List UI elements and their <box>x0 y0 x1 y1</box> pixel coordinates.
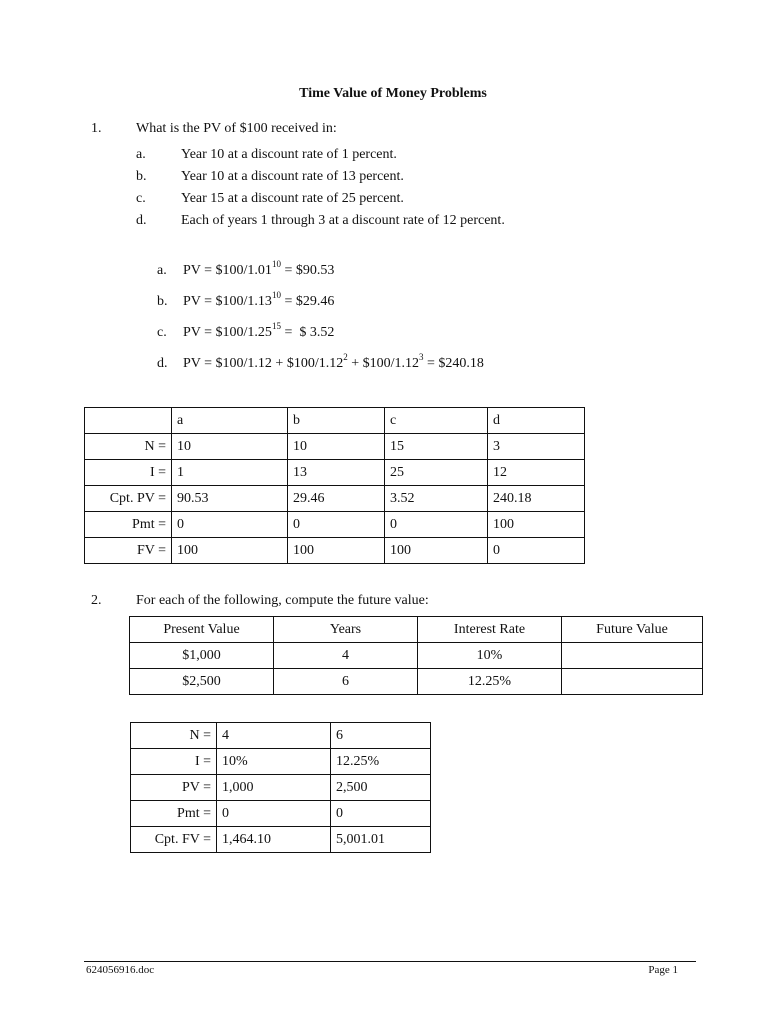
table-cell: 29.46 <box>288 486 385 512</box>
table-cell: 0 <box>385 512 488 538</box>
q1-item-c-text: Year 15 at a discount rate of 25 percent. <box>181 191 404 206</box>
table-row <box>131 801 431 827</box>
row-label: N = <box>131 723 217 749</box>
column-header: Interest Rate <box>418 617 562 643</box>
solution-c-formula: PV = $\$100/1.25^{15}$ = $ 3.52 <box>183 321 335 340</box>
table-cell: 12.25% <box>418 669 562 695</box>
column-header: Years <box>274 617 418 643</box>
question-1-number: 1. <box>91 121 102 136</box>
solution-b-formula: PV = $\$100/1.13^{10}$ = $29.46 <box>183 290 335 309</box>
table-cell: 10% <box>418 643 562 669</box>
q1-item-b-letter: b. <box>136 169 147 184</box>
table-cell: 25 <box>385 460 488 486</box>
row-label: N = <box>85 434 172 460</box>
solution-d-letter: d. <box>157 356 168 371</box>
table-cell: $1,000 <box>130 643 274 669</box>
table-row <box>131 827 431 853</box>
column-header: Present Value <box>130 617 274 643</box>
column-header: Future Value <box>562 617 703 643</box>
row-label: Pmt = <box>131 801 217 827</box>
table-row <box>85 486 585 512</box>
table-cell: 1,464.10 <box>217 827 331 853</box>
row-label: I = <box>131 749 217 775</box>
table-cell: 240.18 <box>488 486 585 512</box>
solution-b-letter: b. <box>157 294 168 309</box>
table-cell: 0 <box>488 538 585 564</box>
q1-item-a-letter: a. <box>136 147 146 162</box>
table-row <box>85 512 585 538</box>
table-cell: 13 <box>288 460 385 486</box>
footer-divider <box>84 961 696 962</box>
footer-page-number: Page 1 <box>648 964 678 976</box>
table-cell: 12.25% <box>331 749 431 775</box>
table-header-row <box>85 408 585 434</box>
table-cell: 100 <box>288 538 385 564</box>
table-cell: 3 <box>488 434 585 460</box>
row-label: I = <box>85 460 172 486</box>
footer-filename: 624056916.doc <box>86 964 155 976</box>
table-cell: 100 <box>172 538 288 564</box>
q1-item-d-letter: d. <box>136 213 147 228</box>
table-cell: 10% <box>217 749 331 775</box>
table-cell <box>562 643 703 669</box>
solution-a-letter: a. <box>157 263 167 278</box>
table-cell: b <box>288 408 385 434</box>
table-cell: 0 <box>217 801 331 827</box>
table-cell: 1 <box>172 460 288 486</box>
q1-item-d-text: Each of years 1 through 3 at a discount rate of 12 percent. <box>181 213 505 228</box>
q1-item-c-letter: c. <box>136 191 146 206</box>
table-cell: 5,001.01 <box>331 827 431 853</box>
table-cell: 3.52 <box>385 486 488 512</box>
table-row <box>85 460 585 486</box>
row-label: Cpt. FV = <box>131 827 217 853</box>
row-label: Pmt = <box>85 512 172 538</box>
table-row <box>130 669 703 695</box>
table-cell <box>562 669 703 695</box>
table-cell: 4 <box>217 723 331 749</box>
table-row <box>131 775 431 801</box>
q2-calculator-table <box>130 722 431 853</box>
table-cell: 6 <box>274 669 418 695</box>
table-cell: 10 <box>288 434 385 460</box>
q2-problem-table <box>129 616 703 695</box>
question-1-prompt: What is the PV of $100 received in: <box>136 121 337 136</box>
row-label: FV = <box>85 538 172 564</box>
table-cell: 12 <box>488 460 585 486</box>
table-cell: 100 <box>488 512 585 538</box>
table-cell: 0 <box>172 512 288 538</box>
table-cell: 4 <box>274 643 418 669</box>
row-label: PV = <box>131 775 217 801</box>
table-row <box>131 723 431 749</box>
solution-d-formula: PV = $100/1.12 + $\$100/1.12^2$ + $\$100/1.12^3$ = $240.18 <box>183 352 484 371</box>
table-cell: 100 <box>385 538 488 564</box>
table-row <box>131 749 431 775</box>
q1-item-a-text: Year 10 at a discount rate of 1 percent. <box>181 147 397 162</box>
solution-c-letter: c. <box>157 325 167 340</box>
q1-item-b-text: Year 10 at a discount rate of 13 percent. <box>181 169 404 184</box>
row-label: Cpt. PV = <box>85 486 172 512</box>
table-cell: 1,000 <box>217 775 331 801</box>
table-cell: 6 <box>331 723 431 749</box>
table-cell: a <box>172 408 288 434</box>
question-2-number: 2. <box>91 593 102 608</box>
table-cell: 90.53 <box>172 486 288 512</box>
q1-calculator-table <box>84 407 585 564</box>
table-cell: $2,500 <box>130 669 274 695</box>
table-cell: 0 <box>331 801 431 827</box>
question-2-prompt: For each of the following, compute the future value: <box>136 593 429 608</box>
table-cell: d <box>488 408 585 434</box>
table-cell: 2,500 <box>331 775 431 801</box>
table-row <box>85 538 585 564</box>
table-cell: 10 <box>172 434 288 460</box>
table-header-row <box>130 617 703 643</box>
table-cell: 15 <box>385 434 488 460</box>
solution-a-formula: PV = $\$100/1.01^{10}$ = $90.53 <box>183 259 335 278</box>
document-title: Time Value of Money Problems <box>299 86 487 101</box>
table-row <box>85 434 585 460</box>
table-cell <box>85 408 172 434</box>
table-row <box>130 643 703 669</box>
table-cell: c <box>385 408 488 434</box>
table-cell: 0 <box>288 512 385 538</box>
